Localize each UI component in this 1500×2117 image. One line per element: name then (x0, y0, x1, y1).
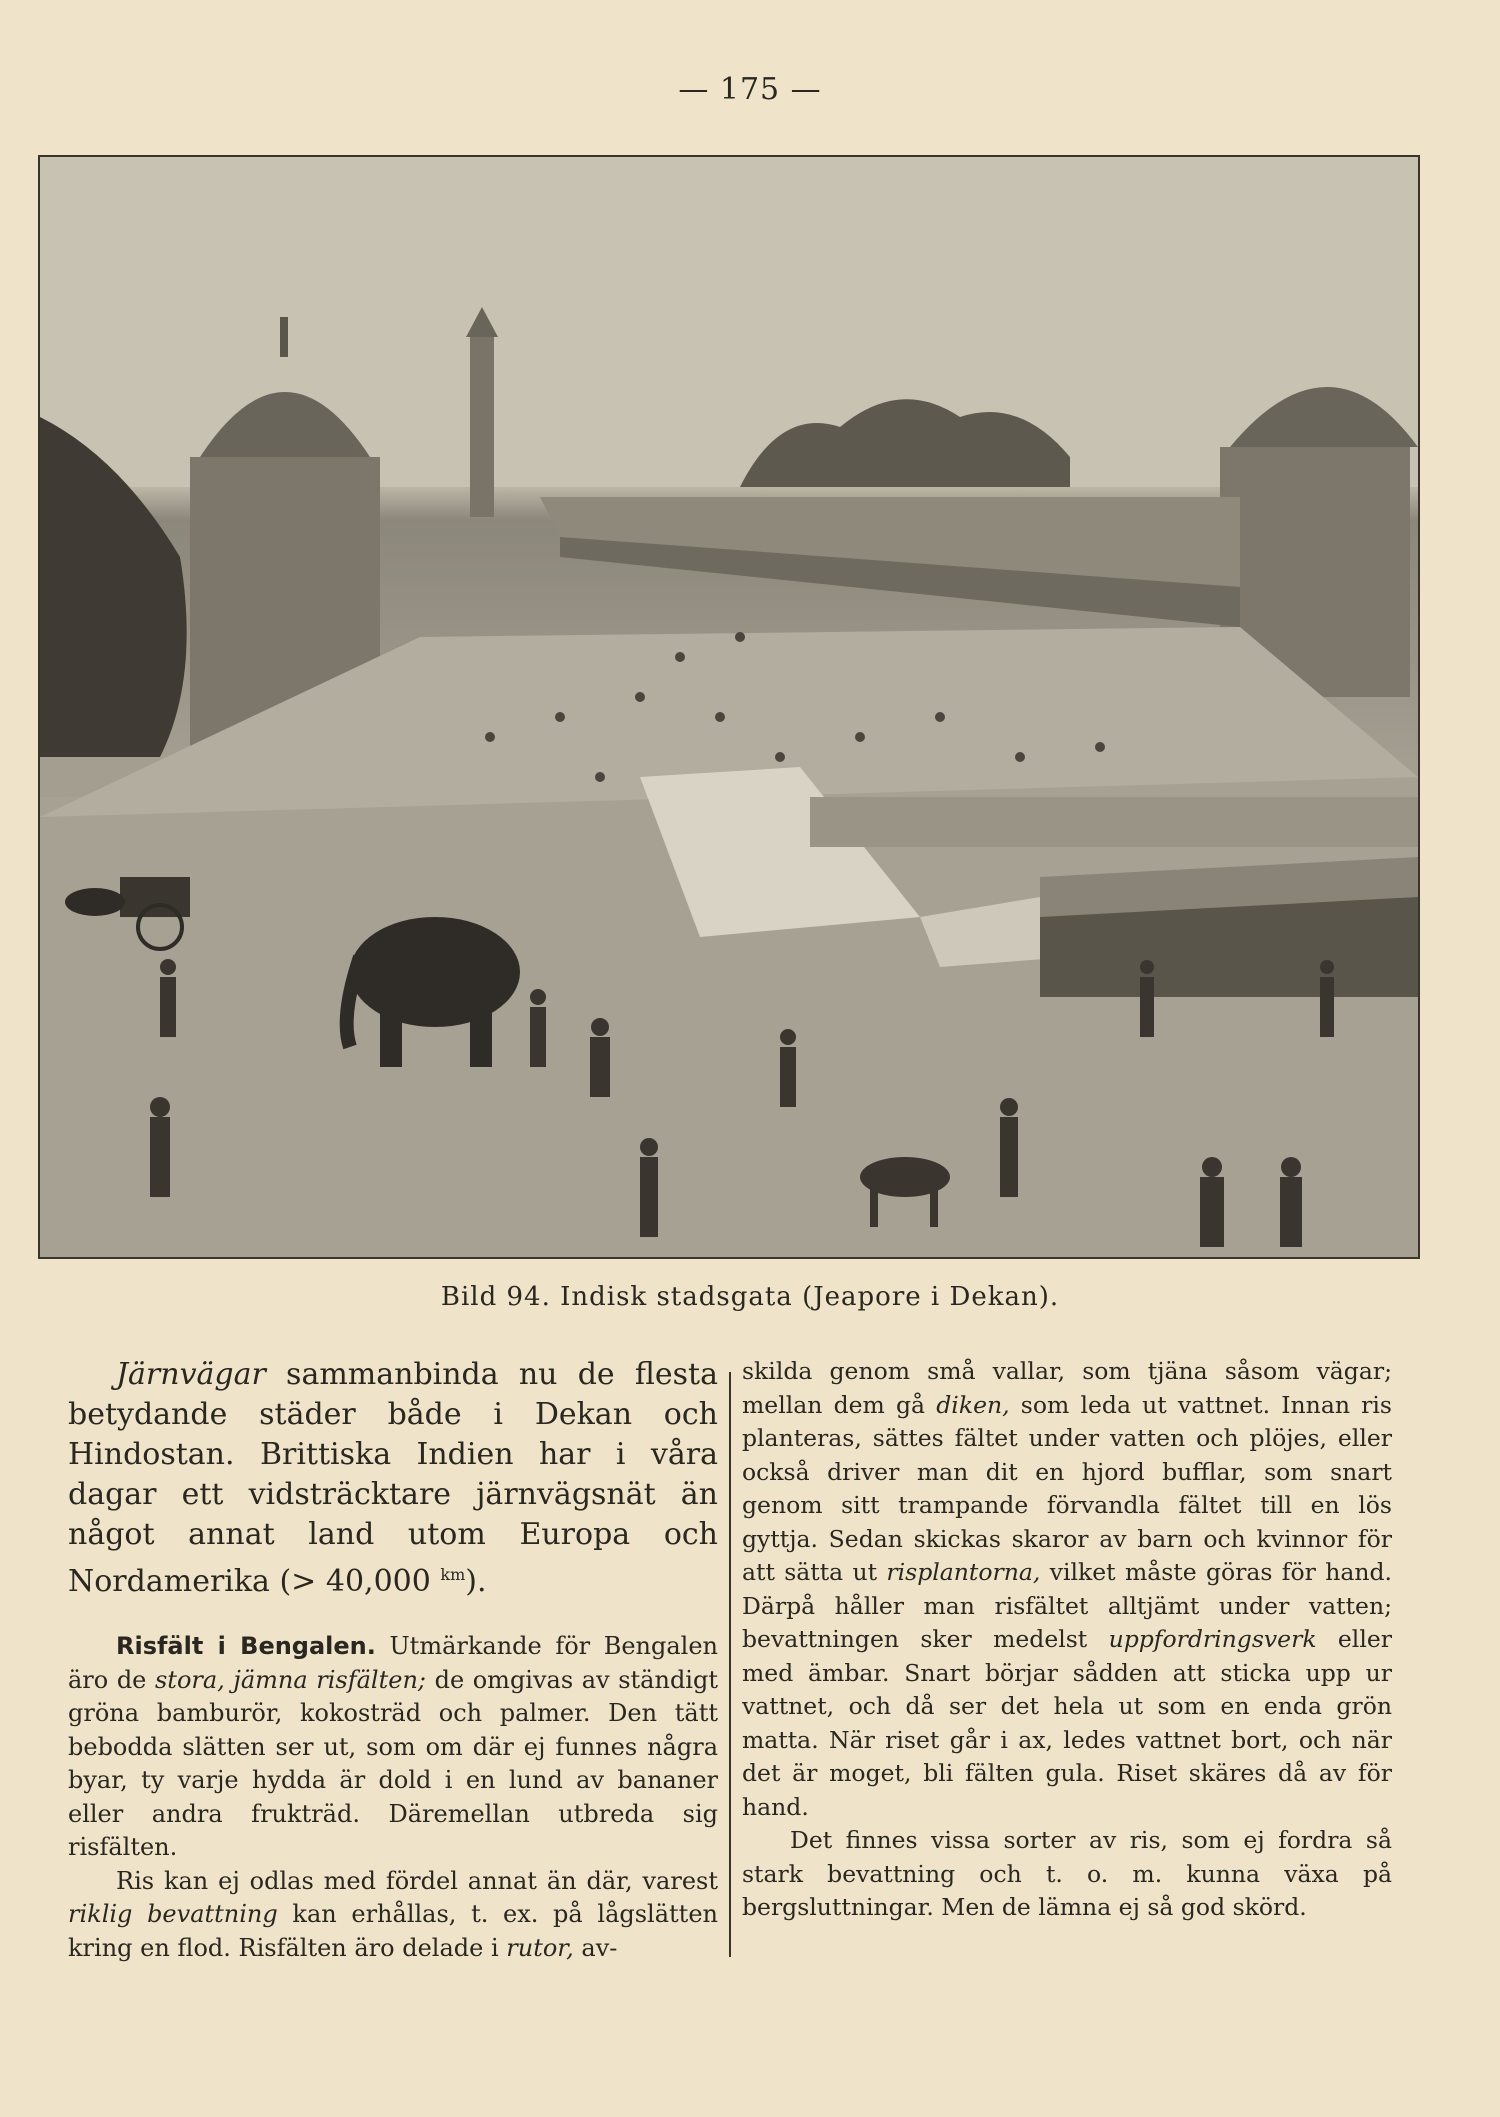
railways-end: ). (465, 1564, 487, 1599)
railways-term: Järnvägar (116, 1357, 266, 1392)
text-run: Utmärkande för Bengalen äro de (68, 1632, 718, 1694)
italic-run: diken, (936, 1390, 1010, 1419)
km-unit: km (440, 1565, 466, 1584)
italic-run: uppfordringsverk (1108, 1625, 1317, 1653)
figure-caption: Bild 94. Indisk stadsgata (Jeapore i Dekan). (440, 1282, 1060, 1312)
rice-paragraph-2 (68, 1865, 718, 1966)
page-number: — 175 — (678, 72, 822, 107)
street-photograph (38, 155, 1420, 1259)
text-run: eller med ämbar. Snart börjar sådden att sticka upp ur vattnet, och då ser det hela ut som en enda grön matta. När riset går i ax, ledes vattnet bort, och när det är moget, bli fälten gula. Riset skäres då av för hand. (742, 1625, 1392, 1821)
text-run: vilket måste göras för hand. Därpå håller man risfältet alltjämt under vatten; bevattningen sker medelst (742, 1558, 1392, 1653)
text-run: som leda ut vattnet. Innan ris planteras, sättes fältet under vatten och plöjes, eller också driver man dit en hjord bufflar, som snart genom sitt trampande förvandla fältet till en lös gyttja. Sedan skickas skaror av barn och kvinnor för att sätta ut (742, 1390, 1392, 1586)
section-heading: Risfält i Bengalen. (116, 1632, 376, 1660)
italic-run: rutor, (506, 1933, 574, 1962)
right-paragraph-1 (742, 1355, 1392, 1824)
italic-run: risplantorna, (886, 1558, 1041, 1586)
railways-paragraph (68, 1355, 718, 1602)
left-column (68, 1355, 718, 1965)
italic-run: riklig bevattning (68, 1900, 278, 1928)
text-run: av- (573, 1933, 618, 1962)
text-run: de omgivas av ständigt gröna bamburör, kokosträd och palmer. Den tätt bebodda slätten ser ut, som om där ej funnes några byar, ty varje hydda är dold i en lund av bananer eller andra frukträd. Däremellan utbreda sig risfälten. (68, 1665, 718, 1861)
right-column (742, 1355, 1392, 1925)
text-run: skilda genom små vallar, som tjäna såsom vägar; mellan dem gå (742, 1357, 1392, 1419)
railways-text: sammanbinda nu de flesta betydande städer både i Dekan och Hindostan. Brittiska Indien har i våra dagar ett vidsträcktare järnvägsnät än något annat land utom Europa och Nordamerika (> 40,000 (68, 1357, 718, 1599)
column-divider (729, 1372, 731, 1957)
text-run: Ris kan ej odlas med fördel annat än där, varest (116, 1866, 718, 1895)
italic-run: stora, jämna risfälten; (154, 1665, 426, 1694)
rice-paragraph-1 (68, 1630, 718, 1865)
right-paragraph-2: Det finnes vissa sorter av ris, som ej fordra så stark bevattning och t. o. m. kunna växa på bergsluttningar. Men de lämna ej så god skörd. (742, 1826, 1392, 1921)
text-run: kan erhållas, t. ex. på lågslätten kring en flod. Risfälten äro delade i (68, 1900, 718, 1962)
